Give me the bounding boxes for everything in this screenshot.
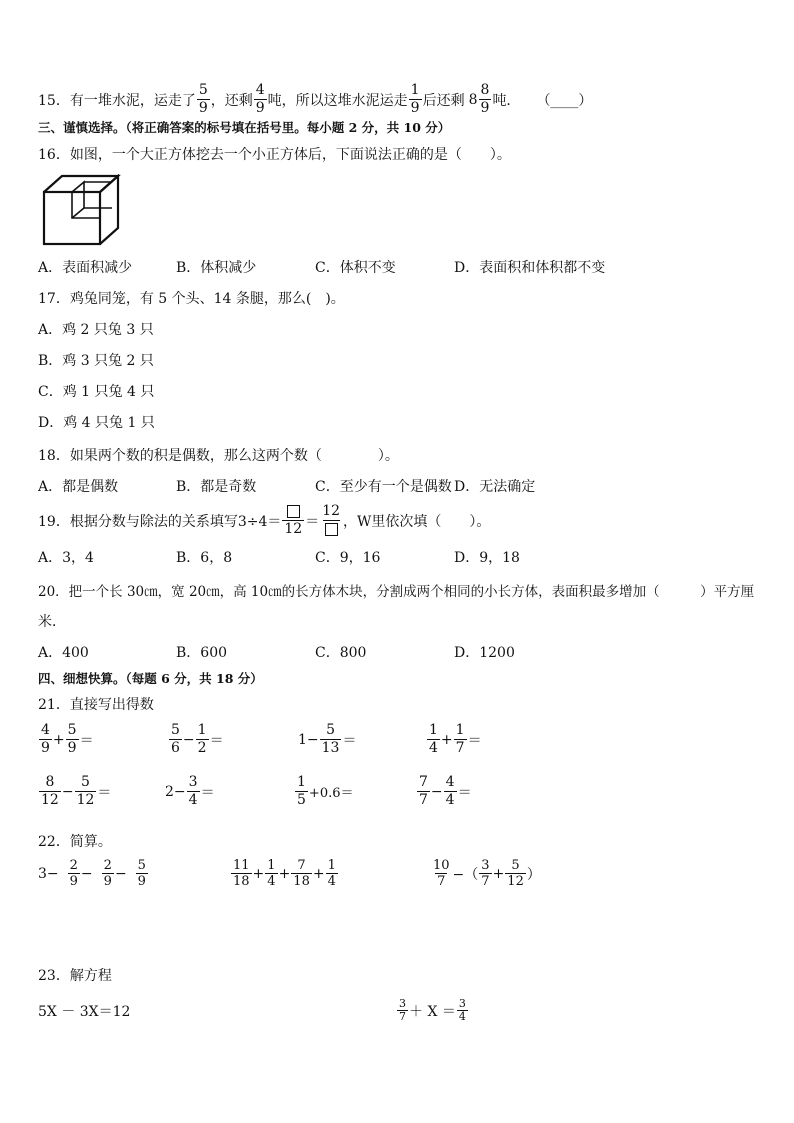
q19-option-c[interactable]: C．9，16 <box>315 550 381 566</box>
q18-option-d[interactable]: D．无法确定 <box>454 479 536 495</box>
operator: − <box>114 865 127 882</box>
fraction: $\frac{3}{7}$ <box>399 997 406 1023</box>
q21-item <box>298 722 356 757</box>
q19-text-2: ，W里依次填（ ）。 <box>343 513 491 530</box>
q16-option-b[interactable]: B．体积减少 <box>176 260 257 276</box>
equals: ＝ <box>467 732 482 749</box>
fraction: $\frac{1}{9}$ <box>410 82 420 116</box>
cube-figure <box>42 174 122 246</box>
fraction: $\frac{4}{9}$ <box>41 722 50 756</box>
equals: ＝ <box>342 732 357 749</box>
operator: − <box>182 731 195 748</box>
fraction: $\frac{1}{2}$ <box>197 722 207 756</box>
q17-option-a[interactable]: A．鸡 2 只兔 3 只 <box>38 322 154 338</box>
operator: + <box>440 731 453 748</box>
q19-expr: 3÷4＝ <box>237 513 282 530</box>
question-17-text: 17．鸡兔同笼，有 5 个头、14 条腿，那么( )。 <box>38 291 345 307</box>
equation-middle: ＋ X ＝ <box>409 1003 456 1020</box>
q21-item <box>38 722 94 757</box>
q18-option-b[interactable]: B．都是奇数 <box>176 479 257 495</box>
q21-item <box>168 722 224 757</box>
blank-box[interactable] <box>287 505 300 518</box>
q19-option-b[interactable]: B．6，8 <box>176 550 233 566</box>
fraction: $\frac{2}{9}$ <box>69 858 78 889</box>
question-22-title: 22．简算。 <box>38 834 112 850</box>
question-20-line-2: 米． <box>38 614 66 630</box>
operator: − <box>61 783 74 800</box>
question-18-text: 18．如果两个数的积是偶数，那么这两个数（ ）。 <box>38 448 399 464</box>
operator: + <box>312 865 325 882</box>
operator: − <box>430 783 443 800</box>
fraction: $\frac{5}{13}$ <box>321 722 340 756</box>
q21-item <box>416 774 472 809</box>
fraction: $\frac{1}{7}$ <box>455 722 465 756</box>
fraction: $\frac{7}{7}$ <box>419 774 428 808</box>
fraction: $\frac{5}{9}$ <box>137 858 146 889</box>
q16-option-c[interactable]: C．体积不变 <box>315 260 396 276</box>
fraction: $\frac{5}{9}$ <box>67 722 77 756</box>
question-20-line-1: 20．把一个长 30㎝，宽 20㎝，高 10㎝的长方体木块，分割成两个相同的小长方体，表面积最多增加（ ）平方厘 <box>38 584 755 600</box>
q21-item <box>38 774 111 809</box>
equals: ＝ <box>200 784 215 801</box>
q19-option-d[interactable]: D．9，18 <box>454 550 520 566</box>
close-paren: ） <box>526 866 541 883</box>
q20-option-b[interactable]: B．600 <box>176 645 228 661</box>
fraction: $\frac{1}{4}$ <box>429 722 438 756</box>
q20-option-a[interactable]: A．400 <box>38 645 89 661</box>
operator: + <box>252 865 265 882</box>
q20-option-c[interactable]: C．800 <box>315 645 367 661</box>
q19-option-a[interactable]: A．3，4 <box>38 550 94 566</box>
question-15 <box>38 82 592 117</box>
q22-expr-3 <box>430 858 541 889</box>
q15-text-5: 吨． <box>492 92 521 109</box>
q19-eq: ＝ <box>305 513 320 530</box>
question-23-title: 23．解方程 <box>38 968 112 984</box>
q23-equation-1: 5X － 3X＝12 <box>38 1004 131 1020</box>
mixed-number-int: 8 <box>468 91 478 108</box>
q15-answer-blank[interactable]: （____） <box>536 92 593 109</box>
equals: ＝ <box>79 732 94 749</box>
question-19 <box>38 503 490 538</box>
fraction: $\frac{4}{9}$ <box>255 82 265 116</box>
question-21-title: 21．直接写出得数 <box>38 697 154 713</box>
q21-item <box>426 722 482 757</box>
q22-expr-2 <box>230 858 339 889</box>
q15-text-2: ，还剩 <box>210 92 253 109</box>
equals: ＝ <box>457 784 472 801</box>
fraction: $\frac{1}{4}$ <box>267 858 276 889</box>
prefix: 1− <box>298 731 319 748</box>
fraction: $\frac{4}{4}$ <box>445 774 455 808</box>
suffix: +0.6＝ <box>308 786 354 801</box>
fraction: $\frac{5}{6}$ <box>171 722 180 756</box>
fraction: $\frac{3}{7}$ <box>481 858 490 889</box>
fraction: $\frac{5}{12}$ <box>507 858 524 889</box>
fraction: $\frac{1}{4}$ <box>327 858 336 889</box>
q16-option-d[interactable]: D．表面积和体积都不变 <box>454 260 606 276</box>
q23-equation-2 <box>396 998 469 1023</box>
equals: ＝ <box>209 732 224 749</box>
q19-text-1: 19．根据分数与除法的关系填写 <box>38 513 238 530</box>
q18-option-a[interactable]: A．都是偶数 <box>38 479 119 495</box>
section-3-heading: 三、谨慎选择。（将正确答案的标号填在括号里。每小题 2 分，共 10 分） <box>38 120 451 135</box>
section-4-heading: 四、细想快算。（每题 6 分，共 18 分） <box>38 671 263 686</box>
fraction: 12 <box>320 503 342 538</box>
blank-box[interactable] <box>325 523 338 536</box>
q15-text-3: 吨，所以这堆水泥运走 <box>267 92 408 109</box>
operator: + <box>492 865 505 882</box>
fraction: $\frac{8}{9}$ <box>480 82 490 116</box>
operator: + <box>52 731 65 748</box>
operator: − <box>80 865 93 882</box>
q18-option-c[interactable]: C．至少有一个是偶数 <box>315 479 452 495</box>
q21-item <box>294 774 354 809</box>
fraction: $\frac{8}{12}$ <box>41 774 59 808</box>
operator: + <box>278 865 291 882</box>
fraction: 12 <box>282 503 304 538</box>
fraction: $\frac{3}{4}$ <box>188 774 198 808</box>
fraction: $\frac{10}{7}$ <box>433 858 450 889</box>
fraction: $\frac{7}{18}$ <box>293 858 310 889</box>
q21-item <box>165 774 215 809</box>
fraction: $\frac{11}{18}$ <box>233 858 250 889</box>
fraction: $\frac{5}{12}$ <box>76 774 95 808</box>
fraction: $\frac{5}{9}$ <box>198 82 208 116</box>
q15-text-4: 后还剩 <box>422 92 465 109</box>
q17-option-b[interactable]: B．鸡 3 只兔 2 只 <box>38 353 154 369</box>
q17-option-d[interactable]: D．鸡 4 只兔 1 只 <box>38 415 155 431</box>
equals: ＝ <box>97 784 112 801</box>
q16-option-a[interactable]: A．表面积减少 <box>38 260 133 276</box>
fraction: $\frac{3}{4}$ <box>458 997 466 1023</box>
q15-text-1: 15．有一堆水泥，运走了 <box>38 92 196 109</box>
question-16-text: 16．如图，一个大正方体挖去一个小正方体后，下面说法正确的是（ ）。 <box>38 147 511 163</box>
prefix: 3− <box>38 865 59 882</box>
q22-expr-1 <box>38 858 149 889</box>
q20-option-d[interactable]: D．1200 <box>454 645 515 661</box>
prefix: 2− <box>165 783 186 800</box>
operator: −（ <box>452 866 479 883</box>
q17-option-c[interactable]: C．鸡 1 只兔 4 只 <box>38 384 155 400</box>
fraction: $\frac{1}{5}$ <box>297 774 306 808</box>
fraction: $\frac{2}{9}$ <box>103 858 112 889</box>
